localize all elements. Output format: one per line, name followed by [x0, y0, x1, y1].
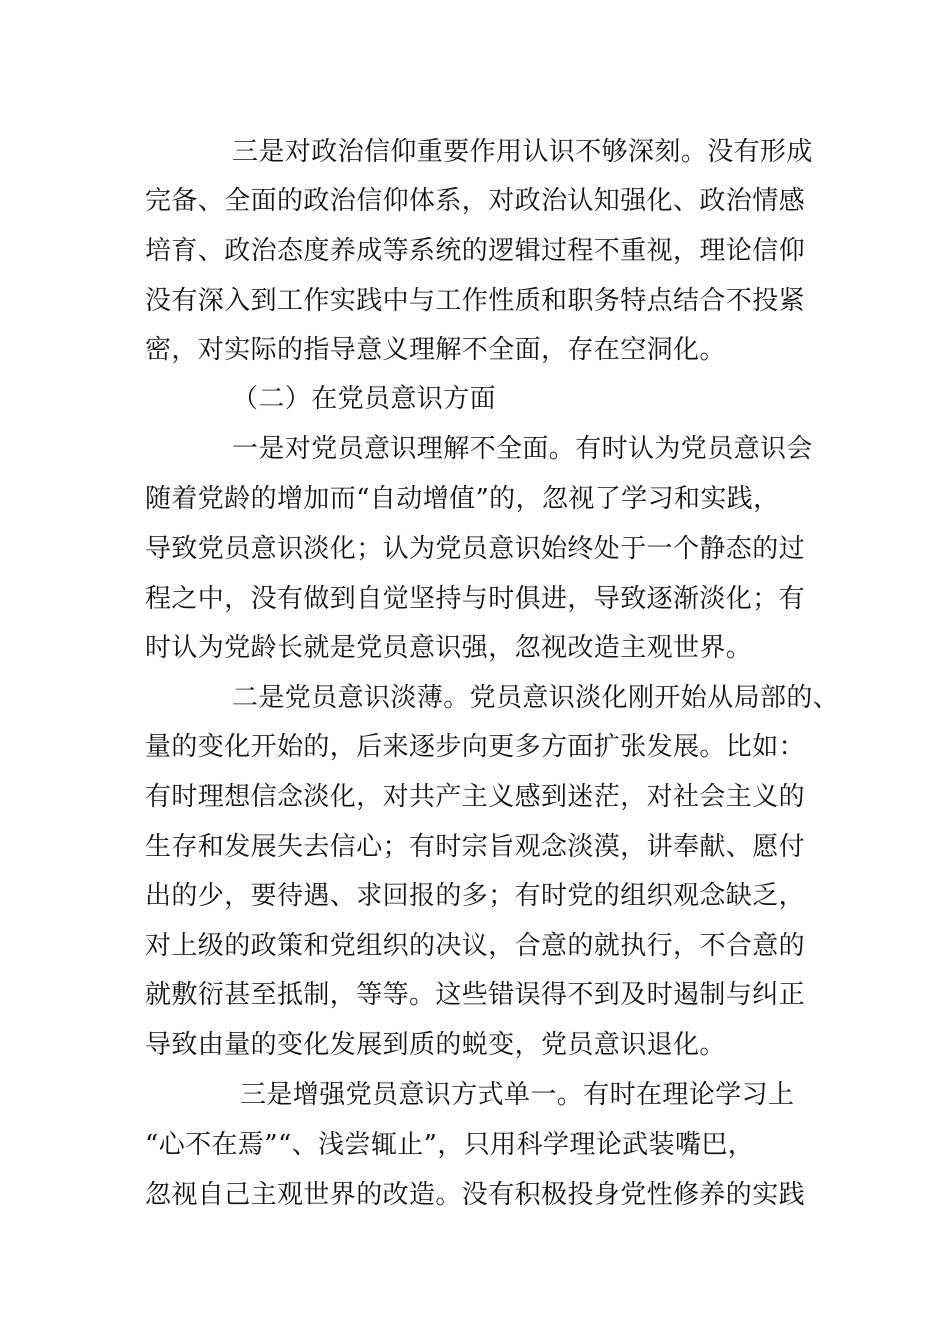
- text-line: 一是对党员意识理解不全面。有时认为党员意识会: [232, 434, 813, 464]
- text-line: 三是对政治信仰重要作用认识不够深刻。没有形成: [232, 137, 813, 167]
- text-line: 完备、全面的政治信仰体系，对政治认知强化、政治情感: [145, 186, 806, 216]
- text-line: 导致党员意识淡化；认为党员意识始终处于一个静态的过: [145, 534, 806, 564]
- text-line: 导致由量的变化发展到质的蜕变，党员意识退化。: [145, 1030, 726, 1060]
- text-line: 培育、政治态度养成等系统的逻辑过程不重视，理论信仰: [145, 236, 806, 266]
- text-line: 没有深入到工作实践中与工作性质和职务特点结合不投紧: [145, 286, 806, 316]
- text-line: 就敷衍甚至抵制，等等。这些错误得不到及时遏制与纠正: [145, 980, 806, 1010]
- text-line: 生存和发展失去信心；有时宗旨观念淡漠，讲奉献、愿付: [145, 832, 806, 862]
- section-heading: （二）在党员意识方面: [232, 384, 497, 414]
- text-line: 程之中，没有做到自觉坚持与时俱进，导致逐渐淡化；有: [145, 584, 806, 614]
- text-line: 有时理想信念淡化，对共产主义感到迷茫，对社会主义的: [145, 782, 806, 812]
- text-line: “心不在焉”“、浅尝辄止”，只用科学理论武装嘴巴，: [145, 1130, 755, 1160]
- text-line: 出的少，要待遇、求回报的多；有时党的组织观念缺乏，: [145, 881, 806, 911]
- text-line: 随着党龄的增加而“自动增值”的，忽视了学习和实践，: [145, 484, 780, 514]
- text-line: 对上级的政策和党组织的决议，合意的就执行，不合意的: [145, 931, 806, 961]
- text-line: 量的变化开始的，后来逐步向更多方面扩张发展。比如：: [145, 732, 806, 762]
- text-line: 三是增强党员意识方式单一。有时在理论学习上: [240, 1080, 795, 1110]
- text-line: 二是党员意识淡薄。党员意识淡化刚开始从局部的、: [232, 683, 840, 713]
- text-line: 时认为党龄长就是党员意识强，忽视改造主观世界。: [145, 633, 753, 663]
- text-line: 忽视自己主观世界的改造。没有积极投身党性修养的实践: [145, 1180, 806, 1210]
- text-line: 密，对实际的指导意义理解不全面，存在空洞化。: [145, 335, 726, 365]
